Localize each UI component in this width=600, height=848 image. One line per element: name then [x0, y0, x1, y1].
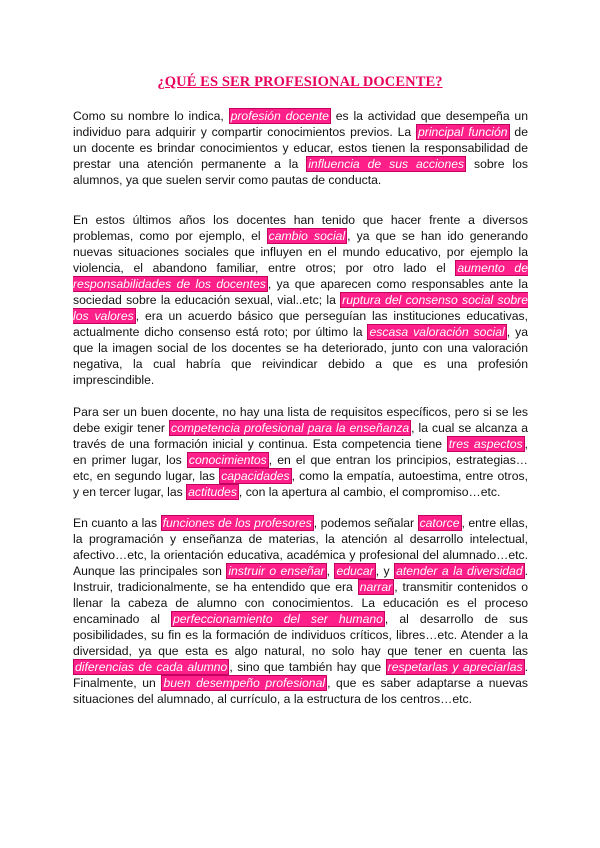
- paragraph-3: [73, 404, 528, 500]
- highlighted-term: cambio social: [268, 229, 346, 243]
- paragraph-text: , y: [375, 564, 395, 578]
- highlighted-term: tres aspectos: [448, 437, 523, 451]
- paragraph-text: , sino que también hay que: [229, 660, 386, 674]
- paragraph-text: , con la apertura al cambio, el compromiso…etc.: [238, 485, 501, 499]
- highlighted-term: principal función: [418, 125, 508, 139]
- paragraph-text: , la cual se alcanza a través de una formación inicial y continua. Esta competencia tiene: [73, 421, 528, 451]
- highlighted-term: escasa valoración social: [369, 325, 505, 339]
- paragraph-text: , que es saber adaptarse a nuevas situaciones del alumnado, al currículo, a la estructura de los centros…etc.: [73, 676, 528, 706]
- highlighted-term: buen desempeño profesional: [163, 676, 326, 690]
- paragraph-text: sobre los alumnos, ya que suelen servir como pautas de conducta.: [73, 157, 529, 187]
- highlighted-term: catorce: [419, 516, 460, 530]
- paragraph-text: , al desarrollo de sus posibilidades, su fin es la formación de individuos críticos, libres…etc. Atender a la diversidad, ya que esta es algo natural, no solo hay que tener en cuenta las: [73, 612, 528, 658]
- paragraph-text: En estos últimos años los docentes han tenido que hacer frente a diversos problemas, como por ejemplo, el: [73, 213, 528, 243]
- paragraph-text: . Instruir, tradicionalmente, se ha entendido que era: [73, 564, 528, 594]
- highlighted-term: ruptura del consenso social sobre los valores: [73, 293, 528, 323]
- highlighted-term: conocimientos: [188, 453, 267, 467]
- paragraph-4: [73, 515, 528, 707]
- paragraph-text: ,: [326, 564, 335, 578]
- paragraph-text: , ya que se han ido generando nuevas situaciones sociales que influyen en el mundo educativo, por ejemplo la violencia, el abandono familiar, entre otros; por otro lado el: [73, 229, 528, 275]
- paragraph-1: [73, 108, 528, 188]
- highlighted-term: educar: [336, 564, 374, 578]
- paragraph-2: [73, 212, 528, 388]
- highlighted-term: respetarlas y apreciarlas: [387, 660, 523, 674]
- highlighted-term: instruir o enseñar: [228, 564, 325, 578]
- paragraph-text: , en primer lugar, los: [73, 437, 529, 467]
- highlighted-term: atender a la diversidad: [396, 564, 523, 578]
- paragraph-text: En cuanto a las: [73, 516, 161, 530]
- highlighted-term: capacidades: [221, 469, 290, 483]
- paragraph-text: , ya que la imagen social de los docentes se ha deteriorado, junto con una valoración negativa, la cual habría que reivindicar debido a que es una profesión imprescindible.: [73, 325, 528, 387]
- paragraph-text: es la actividad que desempeña un individuo para adquirir y compartir conocimientos previos. La: [73, 109, 528, 139]
- highlighted-term: aumento de responsabilidades de los docentes: [73, 261, 528, 291]
- paragraph-text: , era un acuerdo básico que perseguían las instituciones educativas, actualmente dicho consenso está roto; por último la: [73, 309, 529, 339]
- paragraph-text: , en el que entran los principios, estrategias…etc, en segundo lugar, las: [73, 453, 528, 483]
- highlighted-term: actitudes: [188, 485, 237, 499]
- paragraph-text: , podemos señalar: [313, 516, 418, 530]
- highlighted-term: profesión docente: [230, 109, 329, 123]
- highlighted-term: narrar: [359, 580, 393, 594]
- paragraph-text: de un docente es brindar conocimientos y educar, estos tienen la responsabilidad de prestar una atención permanente a la: [73, 125, 528, 171]
- paragraph-text: , transmitir contenidos o llenar la cabeza de alumno con conocimientos. La educación es el proceso encaminado al: [73, 580, 528, 626]
- paragraph-text: . Finalmente, un: [73, 660, 528, 690]
- highlighted-term: funciones de los profesores: [162, 516, 312, 530]
- highlighted-term: perfeccionamiento del ser humano: [172, 612, 383, 626]
- paragraph-text: Como su nombre lo indica,: [73, 109, 229, 123]
- paragraph-text: Para ser un buen docente, no hay una lista de requisitos específicos, pero si se les debe exigir tener: [73, 405, 528, 435]
- document-title: ¿QUÉ ES SER PROFESIONAL DOCENTE?: [157, 74, 443, 90]
- paragraph-text: , ya que aparecen como responsables ante la sociedad sobre la educación sexual, vial..etc; la: [73, 277, 528, 307]
- highlighted-term: influencia de sus acciones: [308, 157, 465, 171]
- paragraph-text: , entre ellas, la programación y enseñanza de materias, la atención al desarrollo intelectual, afectivo…etc, la orientación educativa, académica y profesional del alumnado…etc. Aunque las principales son: [73, 516, 529, 578]
- highlighted-term: diferencias de cada alumno: [75, 660, 228, 674]
- paragraph-text: , como la empatía, autoestima, entre otros, y en tercer lugar, las: [73, 469, 528, 499]
- highlighted-term: competencia profesional para la enseñanza: [170, 421, 410, 435]
